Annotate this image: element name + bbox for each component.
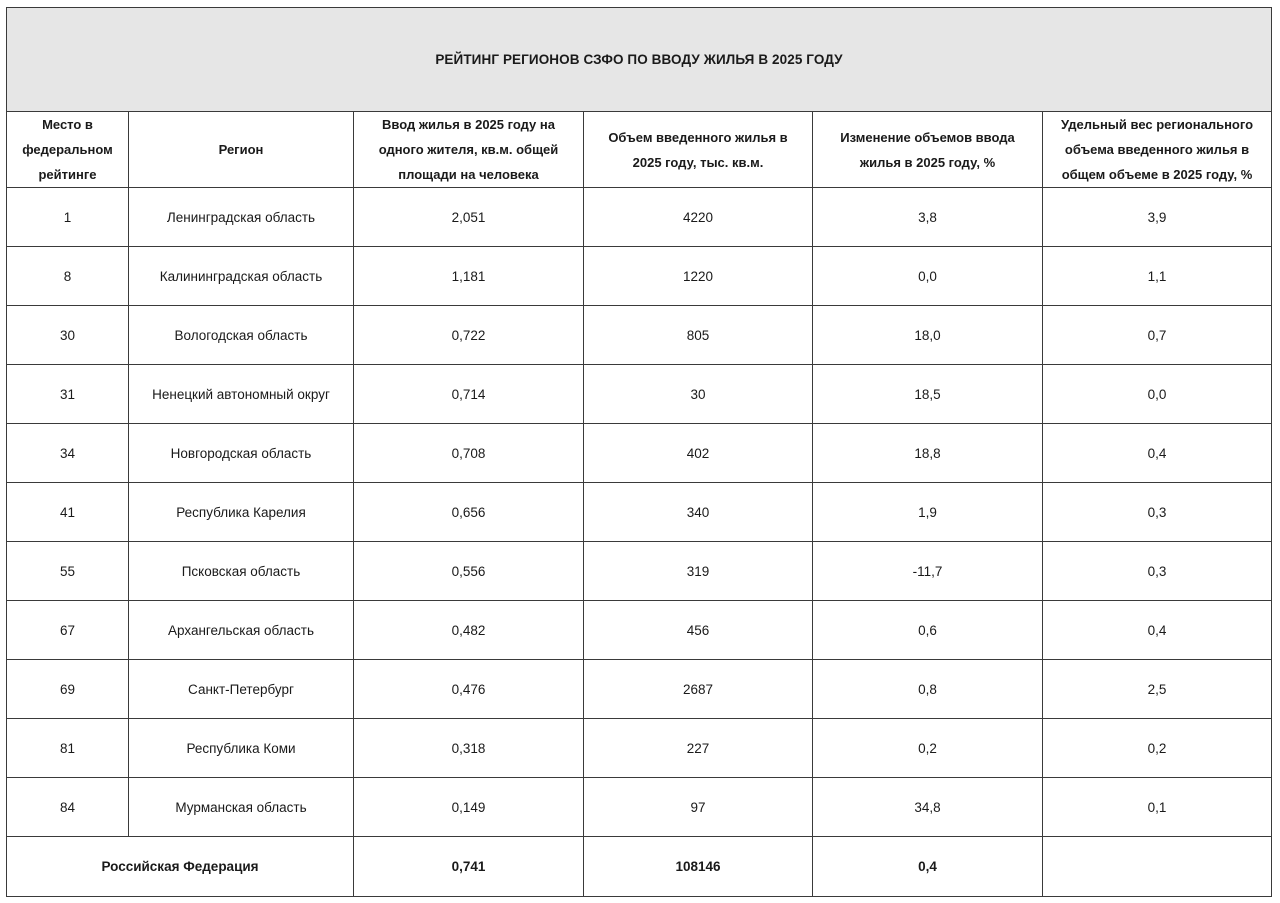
cell-place: 41: [7, 483, 129, 542]
table-body: [7, 188, 1272, 837]
cell-per-capita: 0,708: [354, 424, 584, 483]
table-row: [7, 601, 1272, 660]
total-row: [7, 837, 1272, 897]
cell-place: 55: [7, 542, 129, 601]
cell-share: 2,5: [1043, 660, 1272, 719]
table-row: [7, 306, 1272, 365]
cell-change: 34,8: [813, 778, 1043, 837]
cell-per-capita: 0,556: [354, 542, 584, 601]
table-row: [7, 424, 1272, 483]
total-change: 0,4: [813, 837, 1043, 897]
table-row: [7, 660, 1272, 719]
cell-place: 8: [7, 247, 129, 306]
table-row: [7, 188, 1272, 247]
cell-share: 0,4: [1043, 601, 1272, 660]
cell-share: 0,3: [1043, 483, 1272, 542]
cell-per-capita: 0,656: [354, 483, 584, 542]
cell-volume: 227: [584, 719, 813, 778]
table-row: [7, 719, 1272, 778]
cell-region: Новгородская область: [129, 424, 354, 483]
column-header-share: Удельный вес регионального объема введенного жилья в общем объеме в 2025 году, %: [1043, 112, 1272, 188]
cell-share: 0,7: [1043, 306, 1272, 365]
cell-change: 0,6: [813, 601, 1043, 660]
cell-place: 69: [7, 660, 129, 719]
cell-region: Санкт-Петербург: [129, 660, 354, 719]
rating-table-container: [6, 7, 1271, 897]
cell-volume: 805: [584, 306, 813, 365]
column-header-volume: Объем введенного жилья в 2025 году, тыс. кв.м.: [584, 112, 813, 188]
cell-share: 1,1: [1043, 247, 1272, 306]
cell-per-capita: 0,722: [354, 306, 584, 365]
cell-place: 81: [7, 719, 129, 778]
cell-volume: 402: [584, 424, 813, 483]
cell-per-capita: 2,051: [354, 188, 584, 247]
column-header-region: Регион: [129, 112, 354, 188]
cell-change: 18,5: [813, 365, 1043, 424]
cell-region: Архангельская область: [129, 601, 354, 660]
cell-change: 0,8: [813, 660, 1043, 719]
cell-place: 34: [7, 424, 129, 483]
cell-change: 1,9: [813, 483, 1043, 542]
cell-volume: 340: [584, 483, 813, 542]
cell-per-capita: 0,714: [354, 365, 584, 424]
cell-change: -11,7: [813, 542, 1043, 601]
cell-volume: 30: [584, 365, 813, 424]
cell-per-capita: 0,482: [354, 601, 584, 660]
cell-per-capita: 0,149: [354, 778, 584, 837]
column-header-per-capita: Ввод жилья в 2025 году на одного жителя, кв.м. общей площади на человека: [354, 112, 584, 188]
cell-region: Вологодская область: [129, 306, 354, 365]
cell-place: 67: [7, 601, 129, 660]
cell-volume: 2687: [584, 660, 813, 719]
table-title: РЕЙТИНГ РЕГИОНОВ СЗФО ПО ВВОДУ ЖИЛЬЯ В 2025 ГОДУ: [7, 8, 1272, 112]
cell-share: 0,3: [1043, 542, 1272, 601]
title-row: [7, 8, 1272, 112]
cell-volume: 1220: [584, 247, 813, 306]
rating-table: [6, 7, 1272, 897]
cell-region: Псковская область: [129, 542, 354, 601]
cell-region: Ленинградская область: [129, 188, 354, 247]
header-row: [7, 112, 1272, 188]
cell-per-capita: 1,181: [354, 247, 584, 306]
cell-change: 0,0: [813, 247, 1043, 306]
table-row: [7, 483, 1272, 542]
cell-per-capita: 0,476: [354, 660, 584, 719]
table-row: [7, 247, 1272, 306]
table-row: [7, 365, 1272, 424]
table-row: [7, 778, 1272, 837]
cell-per-capita: 0,318: [354, 719, 584, 778]
cell-share: 3,9: [1043, 188, 1272, 247]
cell-region: Мурманская область: [129, 778, 354, 837]
cell-region: Ненецкий автономный округ: [129, 365, 354, 424]
cell-volume: 97: [584, 778, 813, 837]
cell-region: Республика Карелия: [129, 483, 354, 542]
cell-share: 0,0: [1043, 365, 1272, 424]
column-header-change: Изменение объемов ввода жилья в 2025 году, %: [813, 112, 1043, 188]
cell-change: 18,8: [813, 424, 1043, 483]
column-header-place: Место в федеральном рейтинге: [7, 112, 129, 188]
cell-share: 0,4: [1043, 424, 1272, 483]
cell-volume: 456: [584, 601, 813, 660]
cell-region: Республика Коми: [129, 719, 354, 778]
cell-region: Калининградская область: [129, 247, 354, 306]
cell-place: 30: [7, 306, 129, 365]
total-share: [1043, 837, 1272, 897]
table-row: [7, 542, 1272, 601]
total-volume: 108146: [584, 837, 813, 897]
cell-place: 31: [7, 365, 129, 424]
cell-volume: 319: [584, 542, 813, 601]
cell-place: 84: [7, 778, 129, 837]
cell-change: 3,8: [813, 188, 1043, 247]
cell-place: 1: [7, 188, 129, 247]
cell-volume: 4220: [584, 188, 813, 247]
cell-change: 0,2: [813, 719, 1043, 778]
total-label: Российская Федерация: [7, 837, 354, 897]
cell-share: 0,1: [1043, 778, 1272, 837]
total-per-capita: 0,741: [354, 837, 584, 897]
cell-share: 0,2: [1043, 719, 1272, 778]
cell-change: 18,0: [813, 306, 1043, 365]
